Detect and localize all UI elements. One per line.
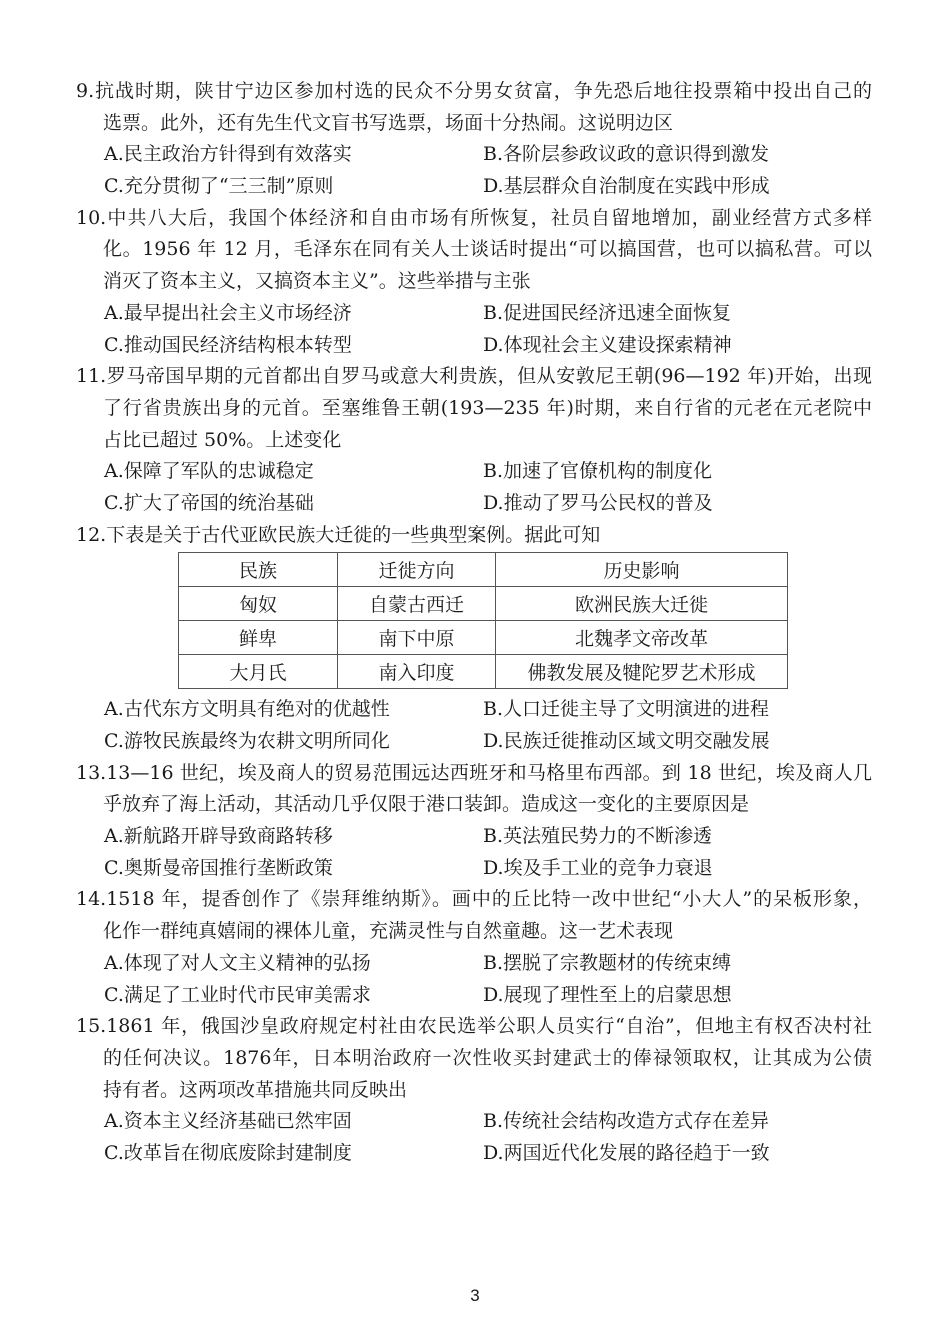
table-row [179, 621, 788, 655]
options-row [0, 139, 950, 171]
question-stem-line: 了行省贵族出身的元首。至塞维鲁王朝(193—235 年)时期，来自行省的元老在元老院中 [103, 396, 872, 419]
question-15 [0, 1011, 950, 1169]
table-cell: 北魏孝文帝改革 [496, 621, 788, 655]
question-stem-line: 的任何决议。1876年，日本明治政府一次性收买封建武士的俸禄领取权，让其成为公债 [103, 1046, 872, 1069]
option-d: D.推动了罗马公民权的普及 [483, 491, 713, 514]
question-13 [0, 758, 950, 885]
options-row [0, 171, 950, 203]
question-stem-line: 选票。此外，还有先生代文盲书写选票，场面十分热闹。这说明边区 [103, 111, 674, 134]
option-d: D.埃及手工业的竞争力衰退 [483, 856, 713, 879]
options-row [0, 330, 950, 362]
question-stem-line: 10.中共八大后，我国个体经济和自由市场有所恢复，社员自留地增加，副业经营方式多样 [76, 206, 872, 229]
question-stem-line: 占比已超过 50%。上述变化 [103, 428, 342, 451]
question-stem-line: 持有者。这两项改革措施共同反映出 [103, 1078, 408, 1101]
options-row [0, 853, 950, 885]
option-b: B.人口迁徙主导了文明演进的进程 [483, 698, 770, 721]
table-cell: 南入印度 [338, 655, 496, 689]
question-stem-line: 消灭了资本主义，又搞资本主义”。这些举措与主张 [103, 270, 531, 293]
option-d: D.基层群众自治制度在实践中形成 [483, 175, 770, 198]
option-a: A.保障了军队的忠诚稳定 [104, 460, 314, 483]
option-c: C.扩大了帝国的统治基础 [104, 491, 314, 514]
question-stem-line: 9.抗战时期，陕甘宁边区参加村选的民众不分男女贫富，争先恐后地往投票箱中投出自己的 [76, 80, 872, 102]
table-cell: 自蒙古西迁 [338, 587, 496, 621]
options-row [0, 821, 950, 853]
option-c: C.改革旨在彻底废除封建制度 [104, 1141, 352, 1164]
question-stem-line: 15.1861 年，俄国沙皇政府规定村社由农民选举公职人员实行“自治”，但地主有权否决村社 [76, 1015, 872, 1038]
option-a: A.古代东方文明具有绝对的优越性 [104, 698, 390, 721]
options-row [0, 980, 950, 1012]
option-d: D.体现社会主义建设探索精神 [483, 333, 732, 356]
options-row [0, 726, 950, 758]
option-a: A.资本主义经济基础已然牢固 [104, 1110, 352, 1133]
table-cell: 鲜卑 [179, 621, 338, 655]
question-stem-line: 12.下表是关于古代亚欧民族大迁徙的一些典型案例。据此可知 [76, 523, 601, 546]
options-row [0, 694, 950, 726]
option-b: B.传统社会结构改造方式存在差异 [483, 1110, 770, 1133]
option-c: C.游牧民族最终为农耕文明所同化 [104, 730, 390, 752]
table-header-cell: 历史影响 [496, 553, 788, 587]
options-row [0, 456, 950, 488]
table-cell: 欧洲民族大迁徙 [496, 587, 788, 621]
option-d: D.民族迁徙推动区域文明交融发展 [483, 730, 770, 752]
question-11 [0, 361, 950, 519]
options-row [0, 1138, 950, 1170]
question-stem-line: 11.罗马帝国早期的元首都出自罗马或意大利贵族，但从安敦尼王朝(96—192 年)开始，出现 [76, 365, 872, 388]
table-row [179, 587, 788, 621]
migration-table [178, 552, 788, 689]
table-cell: 大月氏 [179, 655, 338, 689]
question-9 [0, 76, 950, 203]
table-row [179, 655, 788, 689]
option-d: D.展现了理性至上的启蒙思想 [483, 983, 732, 1006]
table-cell: 南下中原 [338, 621, 496, 655]
option-a: A.新航路开辟导致商路转移 [104, 825, 333, 848]
table-cell: 匈奴 [179, 587, 338, 621]
options-row [0, 948, 950, 980]
question-stem-line: 乎放弃了海上活动，其活动几乎仅限于港口装卸。造成这一变化的主要原因是 [103, 793, 750, 816]
question-stem-line: 化。1956 年 12 月，毛泽东在同有关人士谈话时提出“可以搞国营，也可以搞私营。可以 [103, 238, 872, 261]
option-a: A.民主政治方针得到有效落实 [104, 143, 352, 166]
question-10 [0, 203, 950, 361]
option-d: D.两国近代化发展的路径趋于一致 [483, 1141, 770, 1164]
options-row [0, 488, 950, 520]
options-row [0, 1106, 950, 1138]
question-14 [0, 884, 950, 1011]
question-stem-line: 13.13—16 世纪，埃及商人的贸易范围远达西班牙和马格里布西部。到 18 世纪，埃及商人几 [76, 761, 872, 784]
option-c: C.满足了工业时代市民审美需求 [104, 983, 371, 1006]
page-number: 3 [470, 1286, 480, 1305]
option-b: B.英法殖民势力的不断渗透 [483, 825, 713, 848]
option-b: B.加速了官僚机构的制度化 [483, 460, 713, 483]
table-header-row [179, 553, 788, 587]
option-c: C.推动国民经济结构根本转型 [104, 333, 352, 356]
question-stem-line: 化作一群纯真嬉闹的裸体儿童，充满灵性与自然童趣。这一艺术表现 [103, 920, 674, 943]
table-cell: 佛教发展及犍陀罗艺术形成 [496, 655, 788, 689]
option-b: B.摆脱了宗教题材的传统束缚 [483, 951, 732, 974]
table-header-cell: 迁徙方向 [338, 553, 496, 587]
option-c: C.奥斯曼帝国推行垄断政策 [104, 856, 333, 879]
question-12 [0, 520, 950, 758]
exam-page-content [0, 76, 950, 1170]
table-header-cell: 民族 [179, 553, 338, 587]
options-row [0, 298, 950, 330]
option-b: B.促进国民经济迅速全面恢复 [483, 301, 732, 324]
option-a: A.最早提出社会主义市场经济 [104, 301, 352, 324]
option-a: A.体现了对人文主义精神的弘扬 [104, 951, 371, 974]
question-stem-line: 14.1518 年，提香创作了《崇拜维纳斯》。画中的丘比特一改中世纪“小大人”的呆板形象， [76, 888, 872, 911]
option-b: B.各阶层参政议政的意识得到激发 [483, 143, 770, 166]
option-c: C.充分贯彻了“三三制”原则 [104, 175, 334, 198]
